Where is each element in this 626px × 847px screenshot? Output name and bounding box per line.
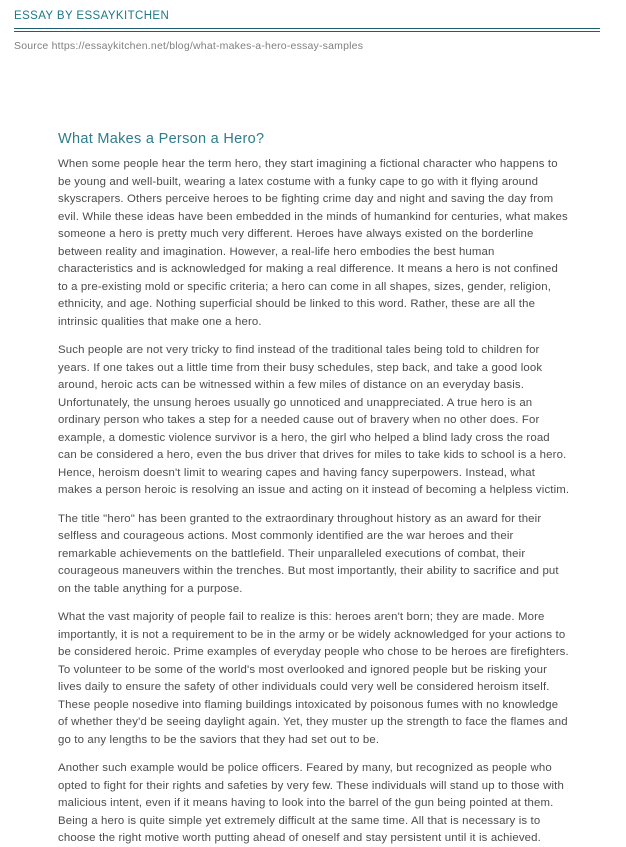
essay-paragraph-2: Such people are not very tricky to find instead of the traditional tales being told to children for years. If one takes out a little time from their busy schedules, step back, and take a good look around, heroic acts can be witnessed within a few miles of distance on an everyday basis. Unfortunately, the unsung heroes usually go unnoticed and unappreciated. A true hero is an ordinary person who takes a step for a needed cause out of bravery when no other does. For example, a domestic violence survivor is a hero, the girl who helped a blind lady cross the road can be considered a hero, even the bus driver that drives for miles to take kids to school is a hero. Hence, heroism doesn't limit to wearing capes and having fancy superpowers. Instead, what makes a person heroic is resolving an issue and acting on it instead of becoming a helpless victim. — [58, 344, 570, 496]
source-line: Source https://essaykitchen.net/blog/what-makes-a-hero-essay-samples — [14, 40, 364, 52]
essay-paragraph-4: What the vast majority of people fail to realize is this: heroes aren't born; they are made. More importantly, it is not a requirement to be in the army or be widely acknowledged for your actions to be considered heroic. Prime examples of everyday people who chose to be heroes are firefighters. To volunteer to be some of the world's most overlooked and ignored people but be risking your lives daily to ensure the safety of other individuals could very well be considered heroism itself. These people nosedive into flaming buildings intoxicated by poisonous fumes with no knowledge of whether they'd be seeing daylight again. Yet, they muster up the strength to face the flames and go to any lengths to be the saviors that they had set out to be. — [58, 611, 569, 746]
essay-paragraph-5: Another such example would be police officers. Feared by many, but recognized as people who opted to fight for their rights and safeties by very few. These individuals will stand up to those with malicious intent, even if it means having to look into the barrel of the gun being pointed at them. Being a hero is quite simple yet extremely difficult at the same time. All that is necessary is to choose the right motive worth putting ahead of oneself and stay persistent until it is achieved. — [58, 762, 564, 844]
essay-paragraph-1: When some people hear the term hero, they start imagining a fictional character who happens to be young and well-built, wearing a latex costume with a funky cape to go with it flying around skyscrapers. Others perceive heroes to be fighting crime day and night and saving the day from evil. While these ideas have been embedded in the minds of humankind for centuries, what makes someone a hero is pretty much very different. Heroes have always existed on the borderline between reality and imagination. However, a real-life hero embodies the best human characteristics and is acknowledged for making a real difference. It means a hero is not confined to a pre-existing mold or specific criteria; a hero can come in all shapes, sizes, gender, religion, ethnicity, and age. Nothing superficial should be linked to this word. Rather, these are all the intrinsic qualities that make one a hero. — [58, 158, 568, 328]
essay-body — [58, 130, 570, 847]
brand-title: ESSAY BY ESSAYKITCHEN — [14, 10, 170, 22]
essay-paragraph-3: The title "hero" has been granted to the extraordinary throughout history as an award for their selfless and courageous actions. Most commonly identified are the war heroes and their remarkable achievements on the battlefield. Their unparalleled executions of combat, their courageous maneuvers within the trenches. But most importantly, their ability to sacrifice and put on the table anything for a purpose. — [58, 512, 559, 595]
header-divider — [14, 28, 600, 32]
page-header — [0, 0, 626, 53]
essay-title: What Makes a Person a Hero? — [58, 131, 265, 147]
